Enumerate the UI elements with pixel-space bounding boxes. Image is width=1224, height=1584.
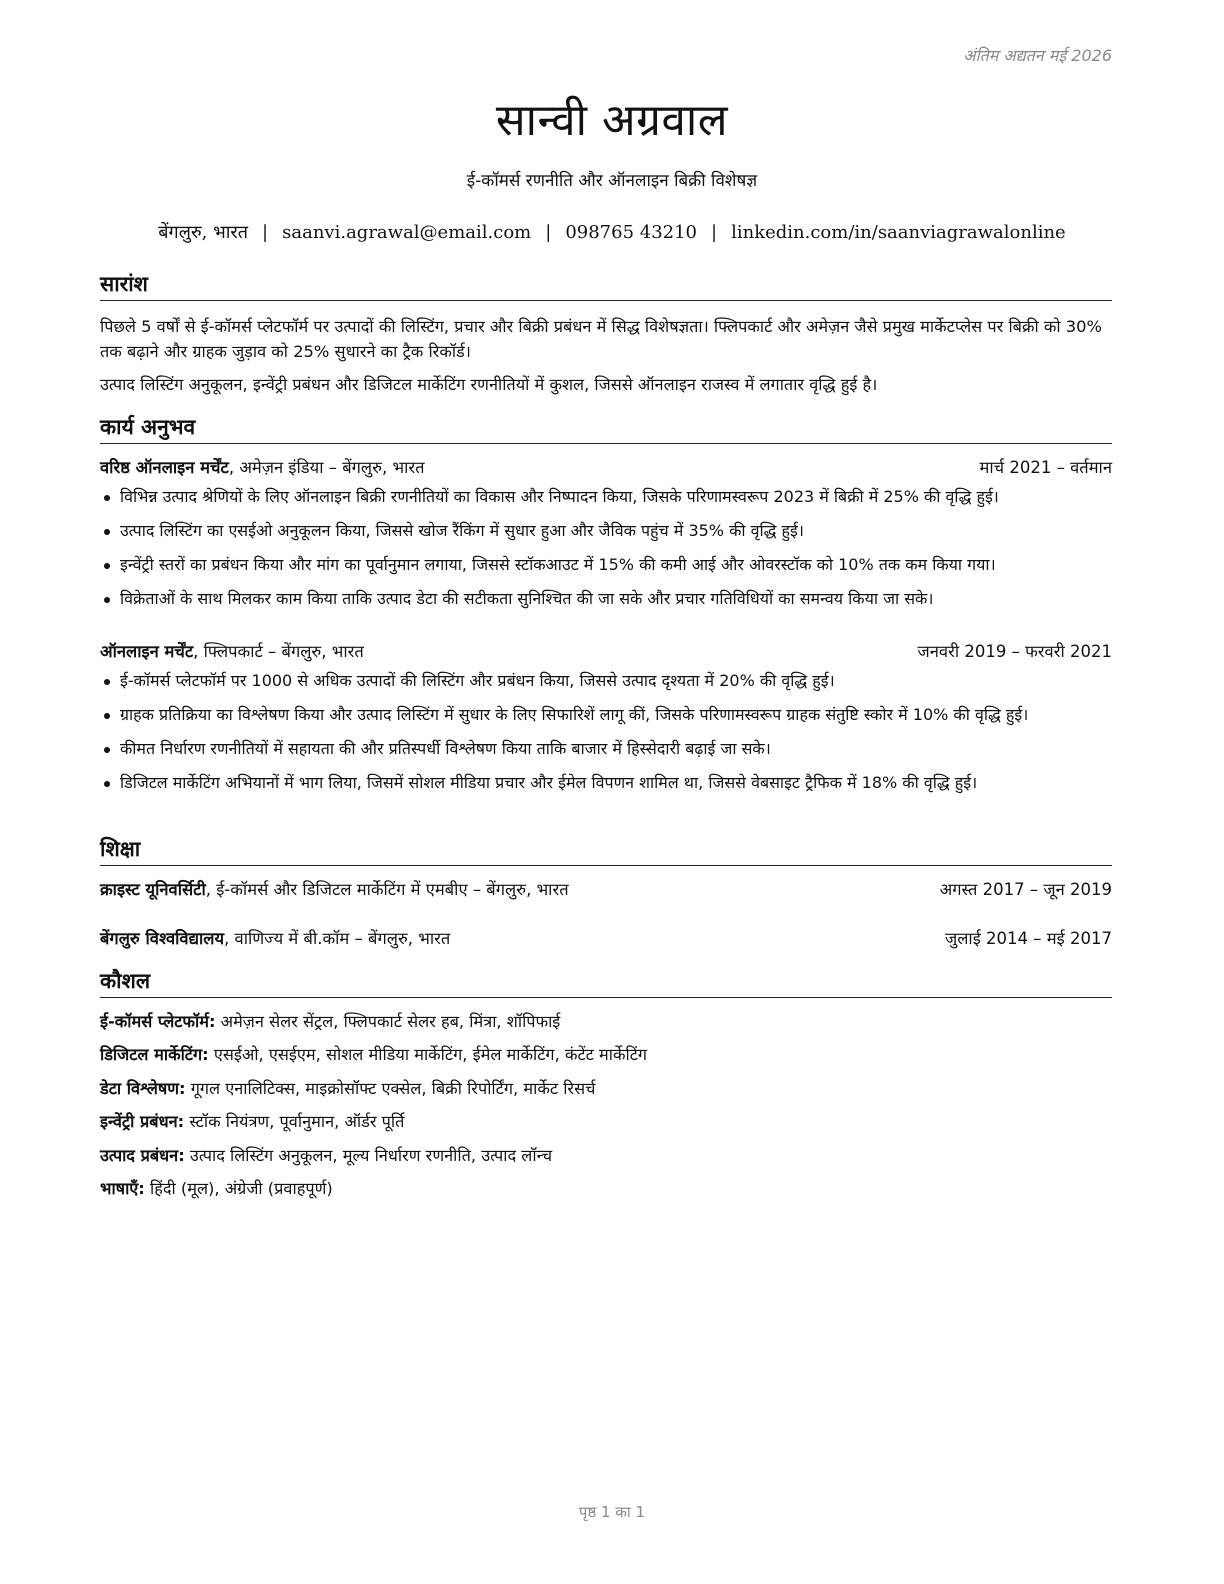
skill-label: उत्पाद प्रबंधन: — [100, 1146, 185, 1165]
skill-label: इन्वेंट्री प्रबंधन: — [100, 1112, 185, 1131]
page-number: पृष्ठ 1 का 1 — [578, 1503, 646, 1521]
contact-line — [0, 220, 1224, 244]
contact-separator: | — [545, 222, 552, 243]
list-item: इन्वेंट्री स्तरों का प्रबंधन किया और मांग का पूर्वानुमान लगाया, जिससे स्टॉकआउट में 15% की कमी आई और ओवरस्टॉक को 10% तक कम किया गया। — [100, 553, 1112, 577]
job-org: , अमेज़न इंडिया – बेंगलुरु, भारत — [228, 458, 425, 477]
summary-paragraph-1: पिछले 5 वर्षों से ई-कॉमर्स प्लेटफॉर्म पर उत्पादों की लिस्टिंग, प्रचार और बिक्री प्रबंधन में सिद्ध विशेषज्ञता। फ्लिपकार्ट और अमेज़न जैसे प्रमुख मार्केटप्लेस पर बिक्री को 30% तक बढ़ाने और ग्राहक जुड़ाव को 25% सुधारने का ट्रैक रिकॉर्ड। — [100, 317, 1102, 361]
contact-email[interactable]: saanvi.agrawal@email.com — [282, 222, 532, 243]
job-role: वरिष्ठ ऑनलाइन मर्चेंट — [100, 458, 229, 477]
job-org: , फ्लिपकार्ट – बेंगलुरु, भारत — [193, 642, 364, 661]
candidate-tagline: ई-कॉमर्स रणनीति और ऑनलाइन बिक्री विशेषज्ञ — [466, 171, 758, 191]
skill-line — [100, 1177, 1112, 1201]
skill-line — [100, 1110, 1112, 1134]
candidate-name: सान्वी अग्रवाल — [495, 95, 729, 146]
skill-line — [100, 1144, 1112, 1168]
education-item — [100, 878, 1112, 902]
education-item — [100, 927, 1112, 951]
education-dates: जुलाई 2014 – मई 2017 — [945, 929, 1112, 948]
list-item: डिजिटल मार्केटिंग अभियानों में भाग लिया, जिसमें सोशल मीडिया प्रचार और ईमेल विपणन शामिल था, जिससे वेबसाइट ट्रैफिक में 18% की वृद्धि हुई। — [100, 771, 1112, 795]
skill-label: डेटा विश्लेषण: — [100, 1079, 186, 1098]
skill-value: गूगल एनालिटिक्स, माइक्रोसॉफ्ट एक्सेल, बिक्री रिपोर्टिंग, मार्केट रिसर्च — [185, 1079, 596, 1098]
skill-value: उत्पाद लिस्टिंग अनुकूलन, मूल्य निर्धारण रणनीति, उत्पाद लॉन्च — [184, 1146, 553, 1165]
skill-value: स्टॉक नियंत्रण, पूर्वानुमान, ऑर्डर पूर्ति — [184, 1112, 405, 1131]
list-item: उत्पाद लिस्टिंग का एसईओ अनुकूलन किया, जिससे खोज रैंकिंग में सुधार हुआ और जैविक पहुंच में 35% की वृद्धि हुई। — [100, 519, 1112, 543]
skill-label: ई-कॉमर्स प्लेटफॉर्म: — [100, 1012, 216, 1031]
job-dates: मार्च 2021 – वर्तमान — [979, 458, 1112, 477]
job-header — [100, 456, 1112, 480]
job-bullets — [100, 485, 1112, 621]
job-role: ऑनलाइन मर्चेंट — [100, 642, 194, 661]
list-item: ग्राहक प्रतिक्रिया का विश्लेषण किया और उत्पाद लिस्टिंग में सुधार के लिए सिफारिशें लागू कीं, जिसके परिणामस्वरूप ग्राहक संतुष्टि स्कोर में 10% की वृद्धि हुई। — [100, 703, 1112, 727]
skill-line — [100, 1077, 1112, 1101]
last-updated-note: अंतिम अद्यतन मई 2026 — [963, 46, 1112, 65]
education-dates: अगस्त 2017 – जून 2019 — [939, 880, 1112, 899]
skills-heading: कौशल — [100, 967, 1112, 998]
skill-label: भाषाएँ: — [100, 1179, 145, 1198]
summary-heading: सारांश — [100, 270, 1112, 301]
contact-location: बेंगलुरु, भारत — [158, 222, 249, 243]
job-bullets — [100, 669, 1112, 805]
skill-value: अमेज़न सेलर सेंट्रल, फ्लिपकार्ट सेलर हब, मिंत्रा, शॉपिफाई — [215, 1012, 561, 1031]
education-school: बेंगलुरु विश्वविद्यालय — [100, 929, 225, 948]
skill-label: डिजिटल मार्केटिंग: — [100, 1045, 209, 1064]
contact-separator: | — [711, 222, 718, 243]
list-item: विक्रेताओं के साथ मिलकर काम किया ताकि उत्पाद डेटा की सटीकता सुनिश्चित की जा सके और प्रचार गतिविधियों का समन्वय किया जा सके। — [100, 587, 1112, 611]
skill-value: हिंदी (मूल), अंग्रेजी (प्रवाहपूर्ण) — [144, 1179, 333, 1198]
education-detail: , ई-कॉमर्स और डिजिटल मार्केटिंग में एमबीए – बेंगलुरु, भारत — [205, 880, 569, 899]
experience-heading: कार्य अनुभव — [100, 413, 1112, 444]
education-heading: शिक्षा — [100, 835, 1112, 866]
contact-separator: | — [262, 222, 269, 243]
list-item: ई-कॉमर्स प्लेटफॉर्म पर 1000 से अधिक उत्पादों की लिस्टिंग और प्रबंधन किया, जिससे उत्पाद दृश्यता में 20% की वृद्धि हुई। — [100, 669, 1112, 693]
skill-line — [100, 1043, 1112, 1067]
contact-linkedin[interactable]: linkedin.com/in/saanviagrawalonline — [731, 222, 1066, 243]
job-header — [100, 640, 1112, 664]
summary-paragraph-2: उत्पाद लिस्टिंग अनुकूलन, इन्वेंट्री प्रबंधन और डिजिटल मार्केटिंग रणनीतियों में कुशल, जिससे ऑनलाइन राजस्व में लगातार वृद्धि हुई है। — [100, 375, 878, 394]
list-item: कीमत निर्धारण रणनीतियों में सहायता की और प्रतिस्पर्धी विश्लेषण किया ताकि बाजार में हिस्सेदारी बढ़ाई जा सके। — [100, 737, 1112, 761]
skill-line — [100, 1010, 1112, 1034]
job-dates: जनवरी 2019 – फरवरी 2021 — [917, 642, 1112, 661]
skill-value: एसईओ, एसईएम, सोशल मीडिया मार्केटिंग, ईमेल मार्केटिंग, कंटेंट मार्केटिंग — [208, 1045, 648, 1064]
list-item: विभिन्न उत्पाद श्रेणियों के लिए ऑनलाइन बिक्री रणनीतियों का विकास और निष्पादन किया, जिसके परिणामस्वरूप 2023 में बिक्री में 25% की वृद्धि हुई। — [100, 485, 1112, 509]
education-detail: , वाणिज्य में बी.कॉम – बेंगलुरु, भारत — [224, 929, 451, 948]
education-school: क्राइस्ट यूनिवर्सिटी — [100, 880, 206, 899]
contact-phone: 098765 43210 — [565, 222, 698, 243]
